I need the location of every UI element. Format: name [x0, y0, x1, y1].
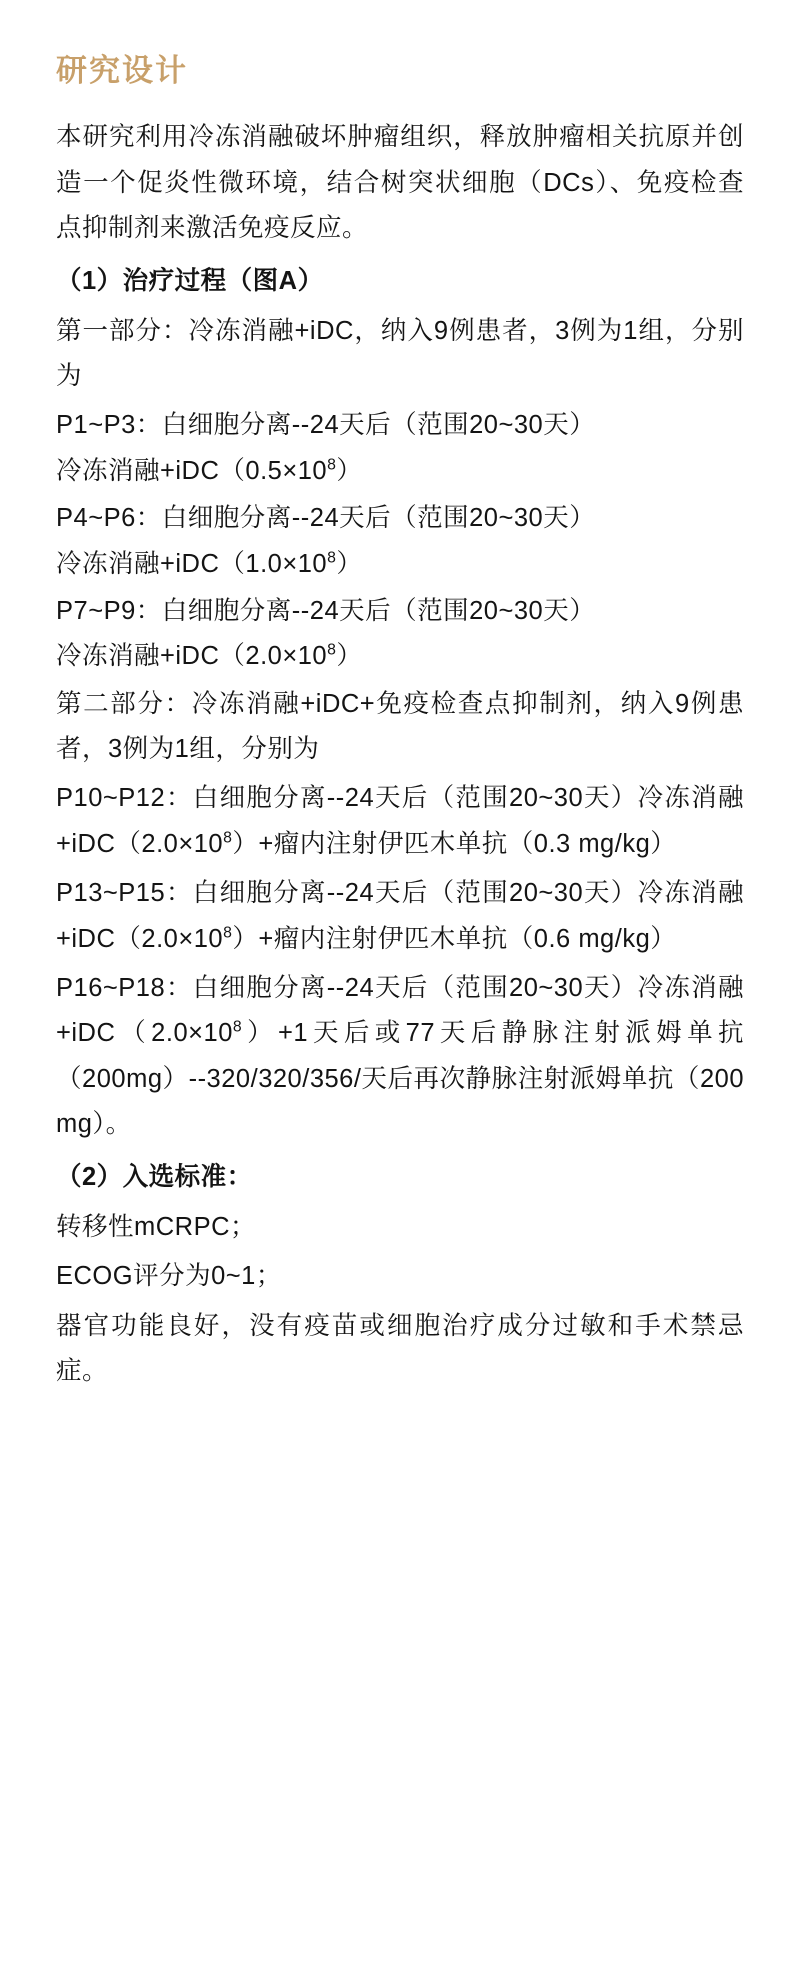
group-p7-p9-dose-prefix: 冷冻消融+iDC（2.0×10 — [56, 642, 328, 671]
group-p4-p6-dose-suffix: ） — [336, 549, 363, 578]
group-p1-p3-line1: P1~P3：白细胞分离--24天后（范围20~30天） — [56, 411, 596, 440]
group-p7-p9-dose-suffix: ） — [336, 642, 363, 671]
group-p13-p15-prefix: P13~P15：白细胞分离--24天后（范围20~30天）冷冻消融+iDC（2.0×10 — [56, 879, 744, 953]
group-p10-p12-prefix: P10~P12：白细胞分离--24天后（范围20~30天）冷冻消融+iDC（2.0×10 — [56, 784, 744, 858]
group-p16-p18-prefix: P16~P18：白细胞分离--24天后（范围20~30天）冷冻消融+iDC（2.0×10 — [56, 973, 744, 1048]
group-p10-p12 — [56, 776, 744, 867]
group-p1-p3-line2 — [56, 449, 744, 494]
group-p16-p18 — [56, 966, 744, 1148]
group-p7-p9-line1: P7~P9：白细胞分离--24天后（范围20~30天） — [56, 596, 596, 625]
group-p7-p9-dose-exponent: 8 — [327, 641, 337, 659]
page-title: 研究设计 — [56, 53, 188, 88]
group-p16-p18-exponent: 8 — [232, 1018, 243, 1036]
group-p10-p12-exponent: 8 — [223, 829, 233, 847]
group-p4-p6-line2 — [56, 542, 744, 587]
part2-intro: 第二部分：冷冻消融+iDC+免疫检查点抑制剂，纳入9例患者，3例为1组，分别为 — [56, 689, 744, 764]
intro-paragraph: 本研究利用冷冻消融破坏肿瘤组织，释放肿瘤相关抗原并创造一个促炎性微环境，结合树突状细胞（DCs）、免疫检查点抑制剂来激活免疫反应。 — [56, 123, 744, 242]
group-p13-p15-suffix: ）+瘤内注射伊匹木单抗（0.6 mg/kg） — [232, 924, 677, 953]
group-p7-p9-line2 — [56, 634, 744, 679]
group-p1-p3 — [56, 403, 744, 494]
group-p4-p6 — [56, 496, 744, 587]
group-p13-p15 — [56, 871, 744, 962]
criterion-1: 转移性mCRPC； — [56, 1212, 256, 1241]
group-p4-p6-line1: P4~P6：白细胞分离--24天后（范围20~30天） — [56, 504, 596, 533]
group-p4-p6-dose-prefix: 冷冻消融+iDC（1.0×10 — [56, 549, 328, 578]
criterion-3: 器官功能良好，没有疫苗或细胞治疗成分过敏和手术禁忌症。 — [56, 1311, 744, 1385]
group-p1-p3-dose-exponent: 8 — [327, 456, 337, 474]
part1-intro: 第一部分：冷冻消融+iDC，纳入9例患者，3例为1组，分别为 — [56, 316, 744, 391]
group-p13-p15-exponent: 8 — [223, 924, 233, 942]
group-p16-p18-suffix: ）+1天后或77天后静脉注射派姆单抗（200mg）--320/320/356/天后再次静脉注射派姆单抗（200 mg）。 — [56, 1019, 744, 1139]
criterion-2: ECOG评分为0~1； — [56, 1262, 282, 1291]
group-p10-p12-suffix: ）+瘤内注射伊匹木单抗（0.3 mg/kg） — [232, 829, 677, 858]
group-p1-p3-dose-suffix: ） — [336, 456, 363, 485]
group-p7-p9 — [56, 589, 744, 680]
subsection-1-title: （1）治疗过程（图A） — [56, 267, 324, 296]
group-p1-p3-dose-prefix: 冷冻消融+iDC（0.5×10 — [56, 456, 328, 485]
group-p4-p6-dose-exponent: 8 — [327, 549, 337, 567]
subsection-2-title: （2）入选标准： — [56, 1163, 253, 1192]
